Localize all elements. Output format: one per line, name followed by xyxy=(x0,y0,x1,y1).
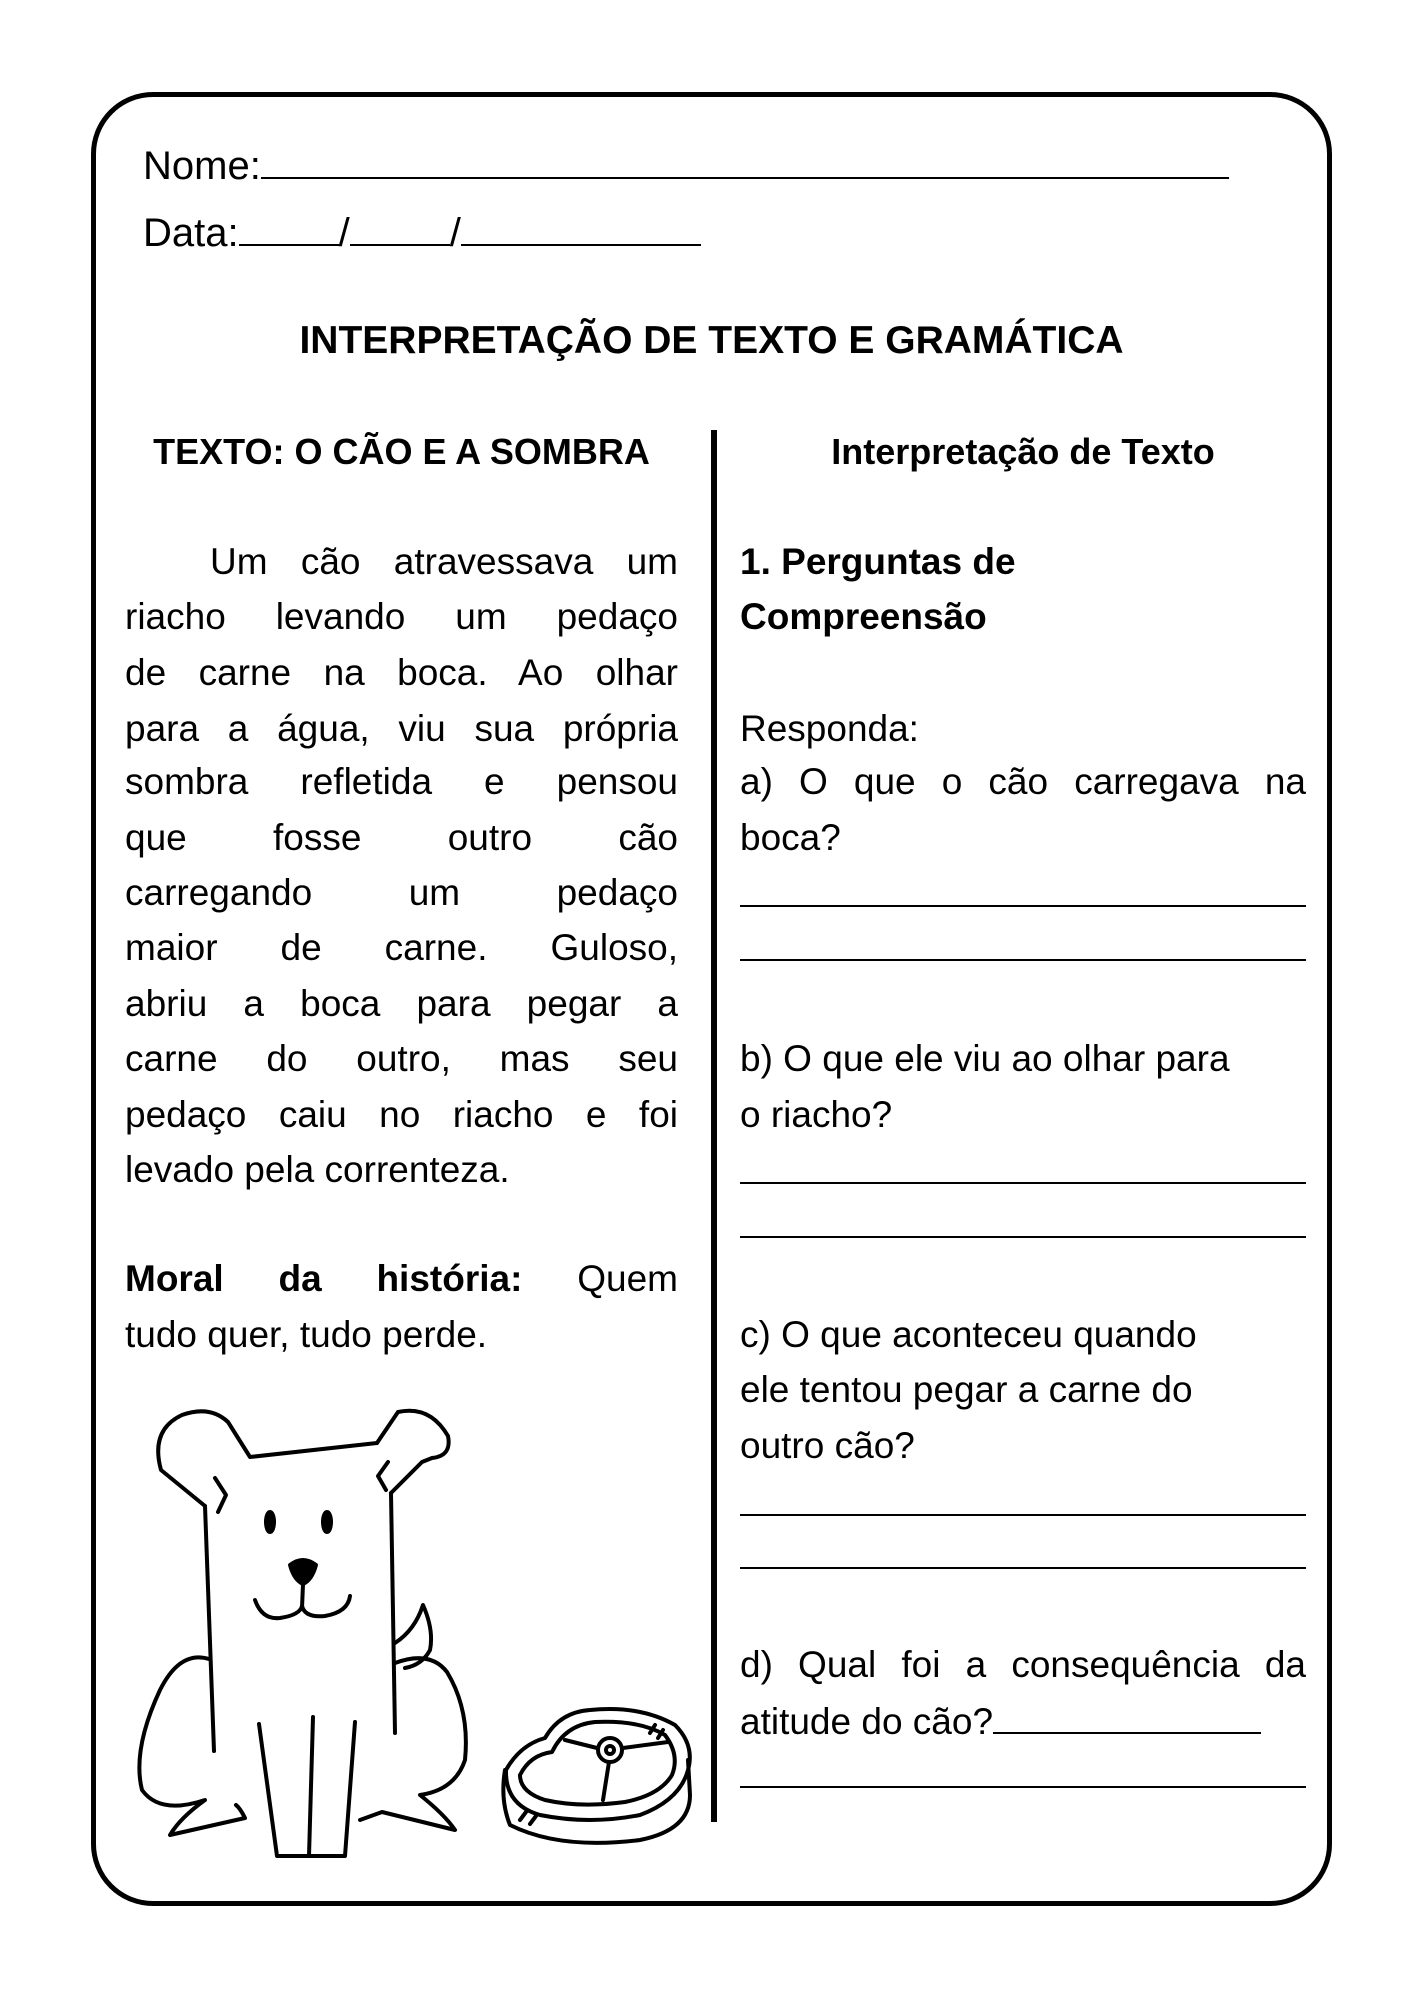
story-line: para a água, viu sua própria xyxy=(125,708,678,749)
moral-text: Quem xyxy=(577,1258,678,1299)
story-line: sombra refletida e pensou xyxy=(125,761,678,802)
section-title: 1. Perguntas de xyxy=(740,541,1016,582)
question-a: boca? xyxy=(740,817,841,858)
date-label: Data: xyxy=(143,211,239,255)
story-line: levado pela correnteza. xyxy=(125,1149,510,1190)
question-b: b) O que ele viu ao olhar para xyxy=(740,1038,1230,1079)
question-d-text: atitude do cão? xyxy=(740,1701,994,1742)
story-line: abriu a boca para pegar a xyxy=(125,983,678,1024)
story-line: riacho levando um pedaço xyxy=(125,596,678,637)
story-line: que fosse outro cão xyxy=(125,817,678,858)
story-line: Um cão atravessava um xyxy=(210,541,678,582)
date-separator: / xyxy=(338,211,350,255)
section-heading: Interpretação de Texto xyxy=(831,431,1215,472)
question-d: d) Qual foi a consequência da xyxy=(740,1644,1306,1685)
question-c: ele tentou pegar a carne do xyxy=(740,1369,1193,1410)
instruction: Responda: xyxy=(740,708,919,749)
story-line: pedaço caiu no riacho e foi xyxy=(125,1094,678,1135)
story-line: carregando um pedaço xyxy=(125,872,678,913)
date-separator: / xyxy=(449,211,461,255)
question-c: outro cão? xyxy=(740,1425,915,1466)
dog-icon xyxy=(139,1411,466,1856)
name-label: Nome: xyxy=(143,144,261,188)
moral-text: tudo quer, tudo perde. xyxy=(125,1314,488,1355)
question-a: a) O que o cão carregava na xyxy=(740,761,1306,802)
story-line: maior de carne. Guloso, xyxy=(125,927,678,968)
question-c: c) O que aconteceu quando xyxy=(740,1314,1197,1355)
section-title: Compreensão xyxy=(740,596,987,637)
story-line: carne do outro, mas seu xyxy=(125,1038,678,1079)
page-title: INTERPRETAÇÃO DE TEXTO E GRAMÁTICA xyxy=(299,319,1124,362)
meat-icon xyxy=(503,1709,690,1843)
story-line: de carne na boca. Ao olhar xyxy=(125,652,678,693)
question-b: o riacho? xyxy=(740,1094,893,1135)
story-heading: TEXTO: O CÃO E A SOMBRA xyxy=(153,431,650,472)
moral-label: Moral da história: xyxy=(125,1258,523,1299)
